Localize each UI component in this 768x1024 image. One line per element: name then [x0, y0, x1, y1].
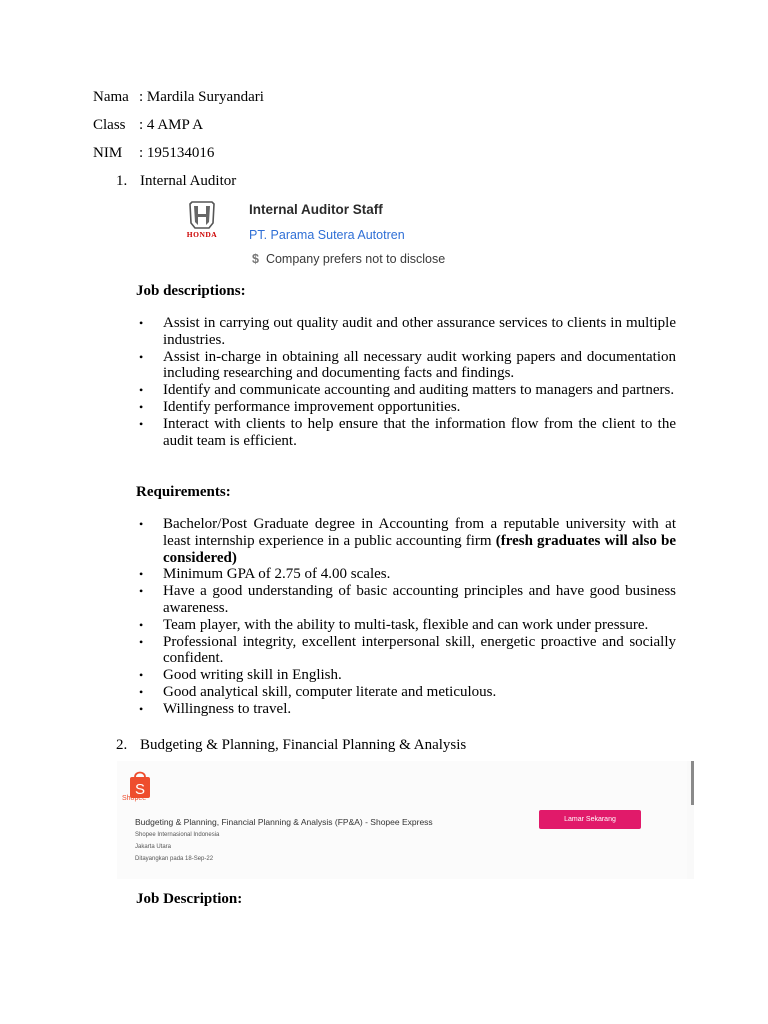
honda-salary: [252, 252, 445, 266]
nama-value: : Mardila Suryandari: [139, 89, 264, 105]
svg-text:S: S: [134, 781, 146, 798]
list-item: • Have a good understanding of basic accounting principles and have good business awareness.: [136, 583, 676, 617]
requirements-heading: Requirements:: [136, 484, 231, 500]
apply-now-button[interactable]: Lamar Sekarang: [539, 810, 641, 829]
req-text: Bachelor/Post Graduate degree in Accounting from a reputable university with at least internship experience in a public accounting firm: [163, 516, 676, 549]
shopee-job-title[interactable]: Budgeting & Planning, Financial Planning & Analysis (FP&A) - Shopee Express: [135, 817, 433, 827]
list-item: • Interact with clients to help ensure that the information flow from the client to the audit team is efficient.: [136, 416, 676, 450]
class-value: : 4 AMP A: [139, 117, 204, 133]
nim-label: NIM: [93, 145, 123, 161]
list-item: • Identify performance improvement opportunities.: [136, 399, 676, 416]
section1-heading: [116, 172, 236, 190]
scrollbar[interactable]: [691, 761, 694, 805]
section2-number: 2.: [116, 737, 128, 753]
honda-company[interactable]: PT. Parama Sutera Autotren: [249, 228, 405, 242]
list-item: • Minimum GPA of 2.75 of 4.00 scales.: [136, 566, 676, 583]
req-bold-text: (fresh graduates will also be considered): [163, 532, 676, 566]
class-label: Class: [93, 117, 126, 133]
honda-job-card: [176, 196, 496, 272]
svg-text:HONDA: HONDA: [186, 230, 218, 239]
list-item: • Identify and communicate accounting and auditing matters to managers and partners.: [136, 382, 676, 399]
list-item: [136, 516, 676, 566]
job-descriptions-heading: Job descriptions:: [136, 283, 246, 299]
section2-title: Budgeting & Planning, Financial Planning & Analysis: [140, 737, 467, 753]
requirements-list: [136, 516, 676, 718]
info-nim: [93, 144, 214, 162]
shopee-posted-date: Ditayangkan pada 18-Sep-22: [135, 856, 214, 862]
shopee-location: Jakarta Utara: [135, 844, 172, 850]
honda-logo: [180, 200, 224, 240]
list-item: • Assist in-charge in obtaining all necessary audit working papers and documentation including researching and documenting facts and findings.: [136, 349, 676, 383]
section2-heading: [116, 736, 466, 754]
list-item: • Team player, with the ability to multi-task, flexible and can work under pressure.: [136, 617, 676, 634]
list-item: • Good analytical skill, computer literate and meticulous.: [136, 684, 676, 701]
section1-number: 1.: [116, 173, 128, 189]
job-description-heading: Job Description:: [136, 891, 243, 907]
nama-label: Nama: [93, 89, 129, 105]
section1-title: Internal Auditor: [140, 173, 237, 189]
info-nama: [93, 88, 264, 106]
honda-salary-text: Company prefers not to disclose: [265, 252, 446, 266]
list-item: • Assist in carrying out quality audit and other assurance services to clients in multiple industries.: [136, 315, 676, 349]
list-item: • Good writing skill in English.: [136, 667, 676, 684]
job-descriptions-list: [136, 315, 676, 449]
info-class: [93, 116, 203, 134]
list-item: • Willingness to travel.: [136, 701, 676, 718]
shopee-job-card: [117, 761, 694, 879]
shopee-brand: Shopee: [122, 795, 147, 802]
shopee-company: Shopee Internasional Indonesia: [135, 832, 220, 838]
dollar-icon: $: [252, 252, 259, 266]
list-item: • Professional integrity, excellent interpersonal skill, energetic proactive and socially confident.: [136, 634, 676, 668]
honda-job-title[interactable]: Internal Auditor Staff: [249, 202, 383, 217]
nim-value: : 195134016: [139, 145, 215, 161]
